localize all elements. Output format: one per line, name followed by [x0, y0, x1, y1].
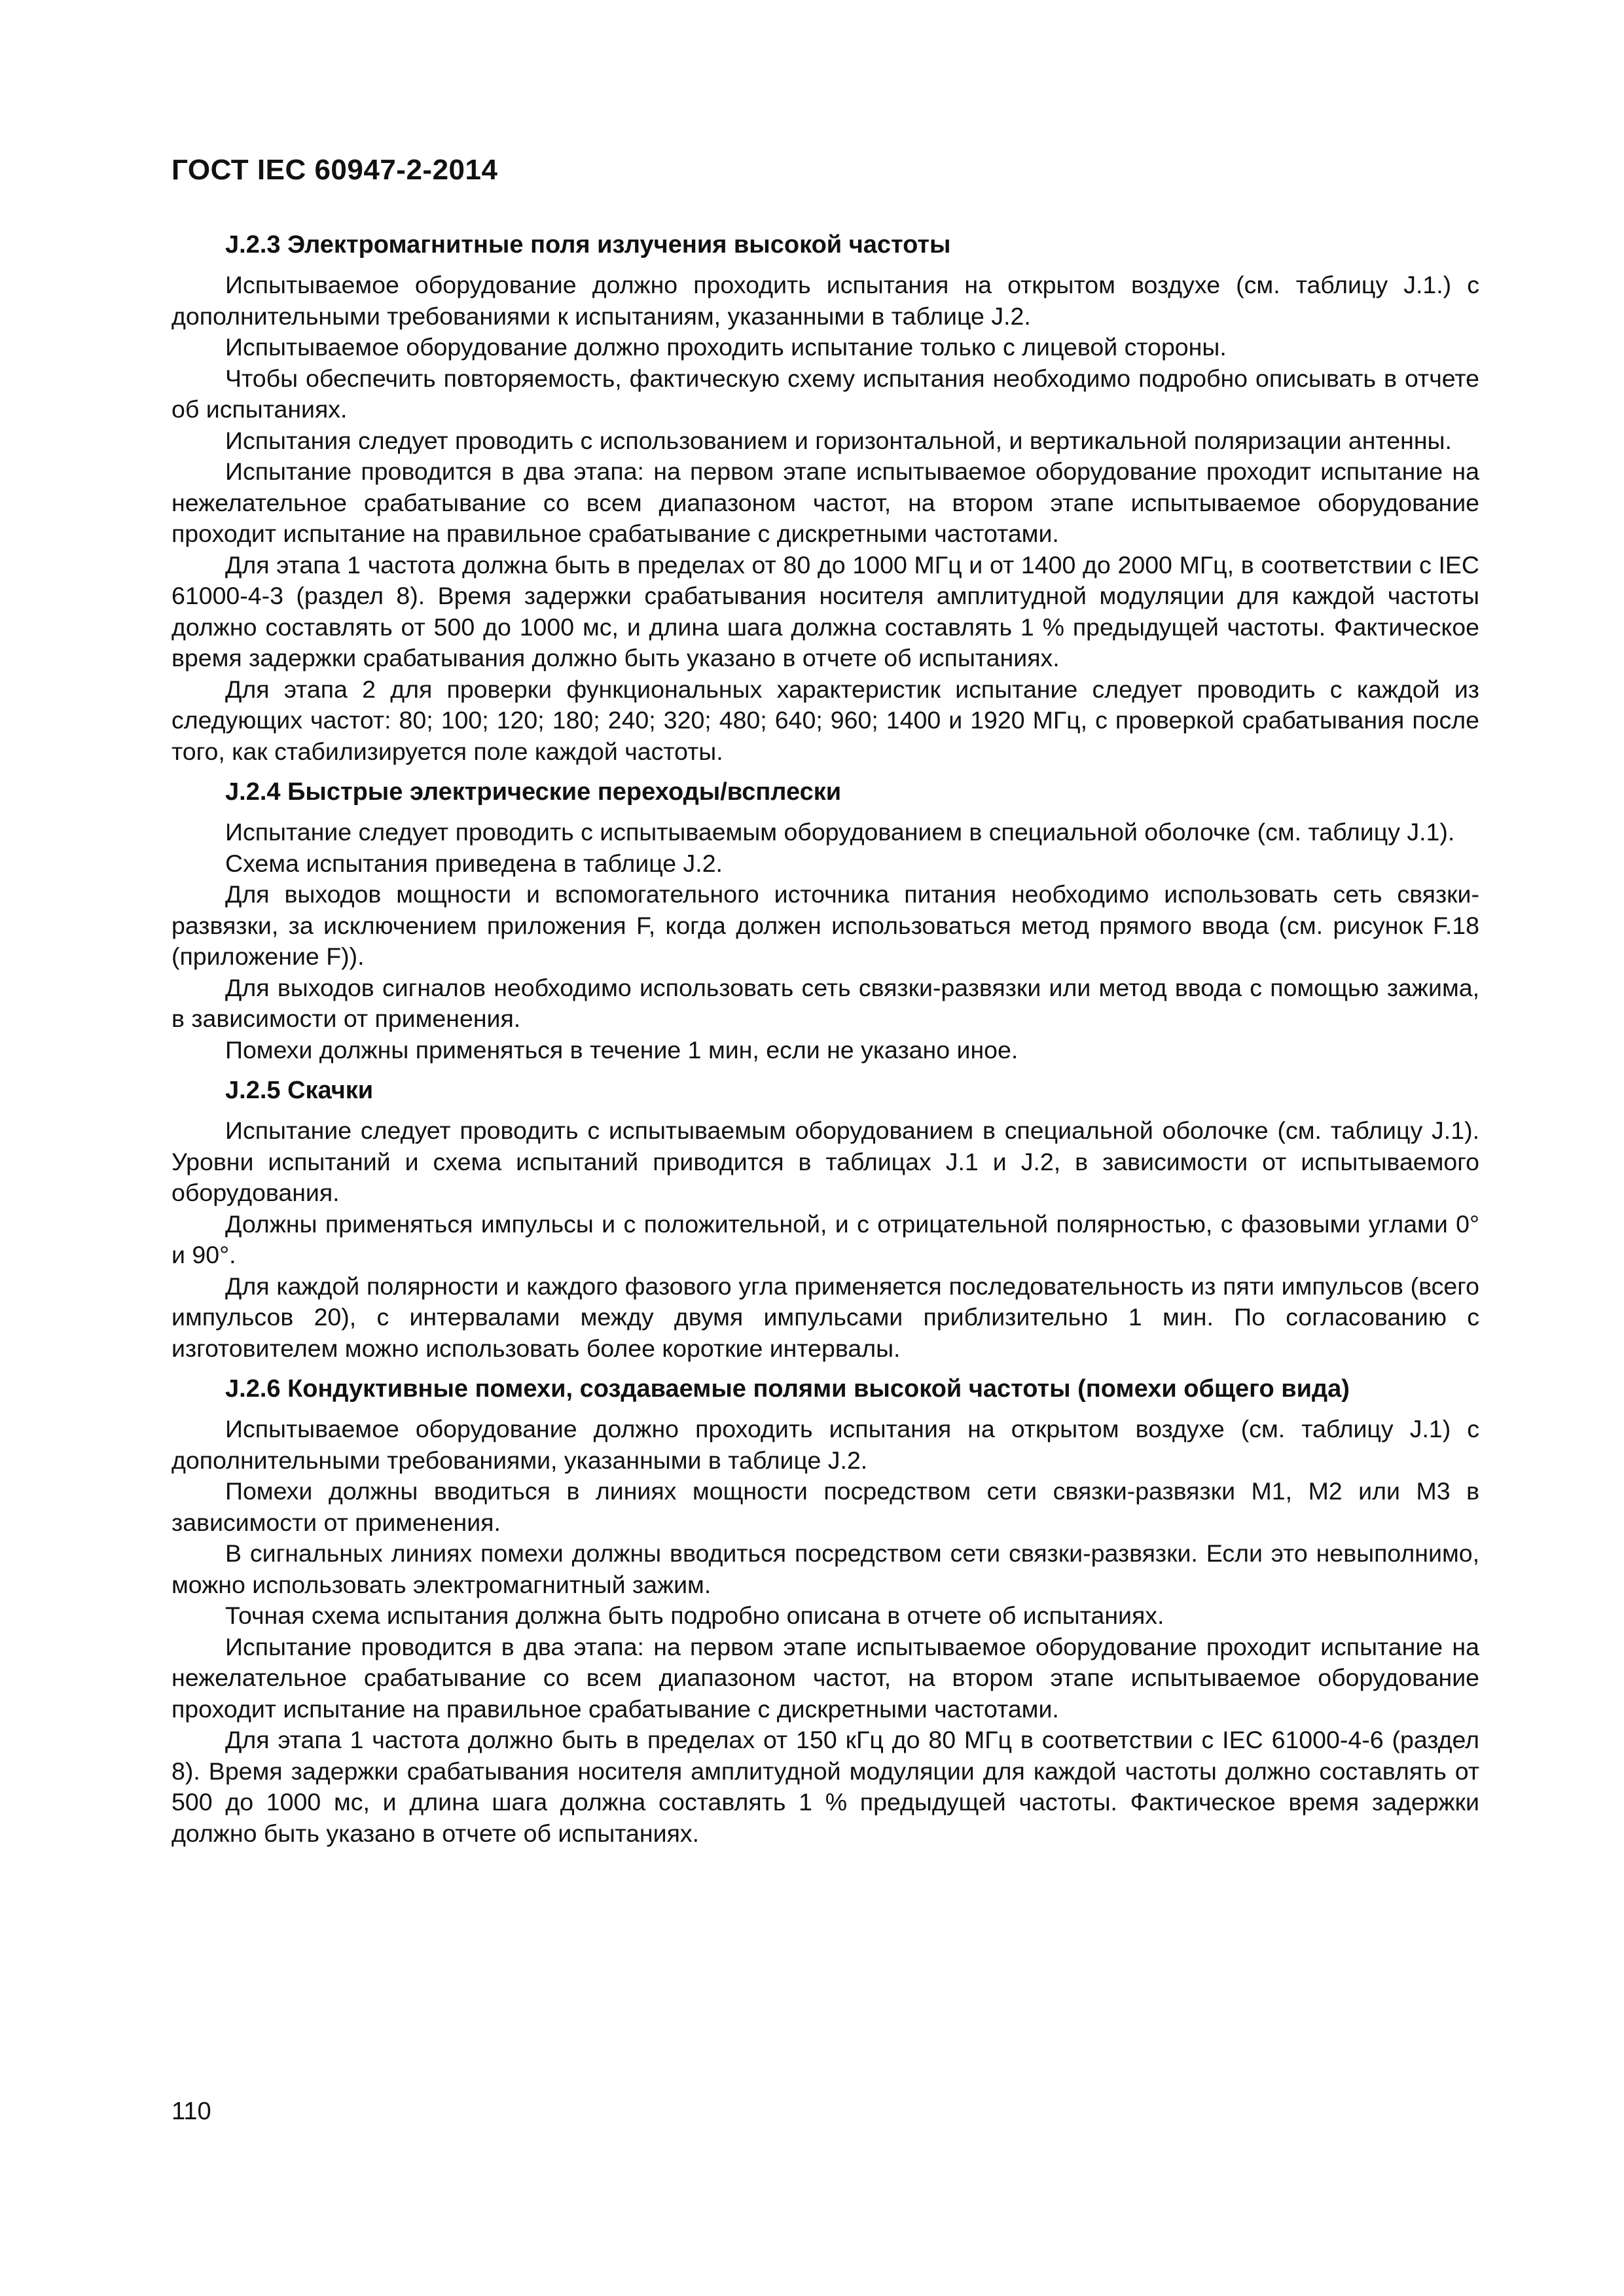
section-j-2-5: [171, 1075, 1479, 1364]
paragraph: Для этапа 2 для проверки функциональных характеристик испытание следует проводить с каждой из следующих частот: 80; 100; 120; 180; 240; 320; 480; 640; 960; 1400 и 1920 МГц, с проверкой срабатывания после того, как стабилизируется поле каждой частоты.: [171, 675, 1479, 765]
paragraph: Должны применяться импульсы и с положительной, и с отрицательной полярностью, с фазовыми углами 0° и 90°.: [171, 1210, 1479, 1268]
paragraph: Для этапа 1 частота должна быть в пределах от 80 до 1000 МГц и от 1400 до 2000 МГц, в соответствии с IEC 61000-4-3 (раздел 8). Время задержки срабатывания носителя амплитудной модуляции для каждой частоты должно составлять от 500 до 1000 мс, и длина шага должна составлять 1 % предыдущей частоты. Фактическое время задержки срабатывания должно быть указано в отчете об испытаниях.: [171, 550, 1479, 672]
section-j-2-3: [171, 229, 1479, 767]
section-heading: J.2.4 Быстрые электрические переходы/всплески: [225, 778, 842, 806]
paragraph: Испытание следует проводить с испытываемым оборудованием в специальной оболочке (см. таблицу J.1).: [225, 818, 1455, 846]
paragraph: Испытываемое оборудование должно проходить испытание только с лицевой стороны.: [225, 333, 1227, 361]
paragraph: Для каждой полярности и каждого фазового угла применяется последовательность из пяти импульсов (всего импульсов 20), с интервалами между двумя импульсами приблизительно 1 мин. По согласованию с изготовителем можно использовать более короткие интервалы.: [171, 1272, 1479, 1362]
section-heading: J.2.5 Скачки: [225, 1077, 374, 1104]
standard-designation: ГОСТ IEC 60947-2-2014: [171, 154, 498, 186]
paragraph: Испытание проводится в два этапа: на первом этапе испытываемое оборудование проходит испытание на нежелательное срабатывание со всем диапазоном частот, на втором этапе испытываемое оборудование проходит испытание на правильное срабатывание с дискретными частотами.: [171, 457, 1479, 547]
paragraph: Помехи должны применяться в течение 1 мин, если не указано иное.: [225, 1035, 1019, 1064]
paragraph: Испытание следует проводить с испытываемым оборудованием в специальной оболочке (см. таблицу J.1). Уровни испытаний и схема испытаний приводится в таблицах J.1 и J.2, в зависимости от испытываемого оборудования.: [171, 1117, 1479, 1206]
page-content: [171, 229, 1479, 1858]
paragraph: Испытываемое оборудование должно проходить испытания на открытом воздухе (см. таблицу J.1.) с дополнительными требованиями к испытаниям, указанными в таблице J.2.: [171, 271, 1479, 330]
section-heading: J.2.3 Электромагнитные поля излучения высокой частоты: [225, 231, 951, 259]
paragraph: Для выходов сигналов необходимо использовать сеть связки-развязки или метод ввода с помощью зажима, в зависимости от применения.: [171, 973, 1479, 1032]
paragraph: Помехи должны вводиться в линиях мощности посредством сети связки-развязки M1, M2 или M3 в зависимости от применения.: [171, 1477, 1479, 1536]
paragraph: Испытания следует проводить с использованием и горизонтальной, и вертикальной поляризации антенны.: [225, 426, 1452, 454]
section-j-2-4: [171, 776, 1479, 1066]
paragraph: Чтобы обеспечить повторяемость, фактическую схему испытания необходимо подробно описывать в отчете об испытаниях.: [171, 364, 1479, 423]
page-number: 110: [171, 2098, 211, 2125]
paragraph: Испытываемое оборудование должно проходить испытания на открытом воздухе (см. таблицу J.1) с дополнительными требованиями, указанными в таблице J.2.: [171, 1415, 1479, 1474]
paragraph: Для выходов мощности и вспомогательного источника питания необходимо использовать сеть связки-развязки, за исключением приложения F, когда должен использоваться метод прямого ввода (см. рисунок F.18 (приложение F)).: [171, 880, 1479, 970]
section-heading: J.2.6 Кондуктивные помехи, создаваемые полями высокой частоты (помехи общего вида): [225, 1375, 1350, 1403]
paragraph: Для этапа 1 частота должно быть в пределах от 150 кГц до 80 МГц в соответствии с IEC 61000-4-6 (раздел 8). Время задержки срабатывания носителя амплитудной модуляции для каждой частоты должно составлять от 500 до 1000 мс, и длина шага должна составлять 1 % предыдущей частоты. Фактическое время задержки должно быть указано в отчете об испытаниях.: [171, 1726, 1479, 1847]
section-j-2-6: [171, 1373, 1479, 1849]
paragraph: Точная схема испытания должна быть подробно описана в отчете об испытаниях.: [225, 1602, 1164, 1629]
paragraph: Испытание проводится в два этапа: на первом этапе испытываемое оборудование проходит испытание на нежелательное срабатывание со всем диапазоном частот, на втором этапе испытываемое оборудование проходит испытание на правильное срабатывание с дискретными частотами.: [171, 1632, 1479, 1723]
paragraph: Схема испытания приведена в таблице J.2.: [225, 849, 723, 877]
paragraph: В сигнальных линиях помехи должны вводиться посредством сети связки-развязки. Если это невыполнимо, можно использовать электромагнитный зажим.: [171, 1539, 1479, 1598]
